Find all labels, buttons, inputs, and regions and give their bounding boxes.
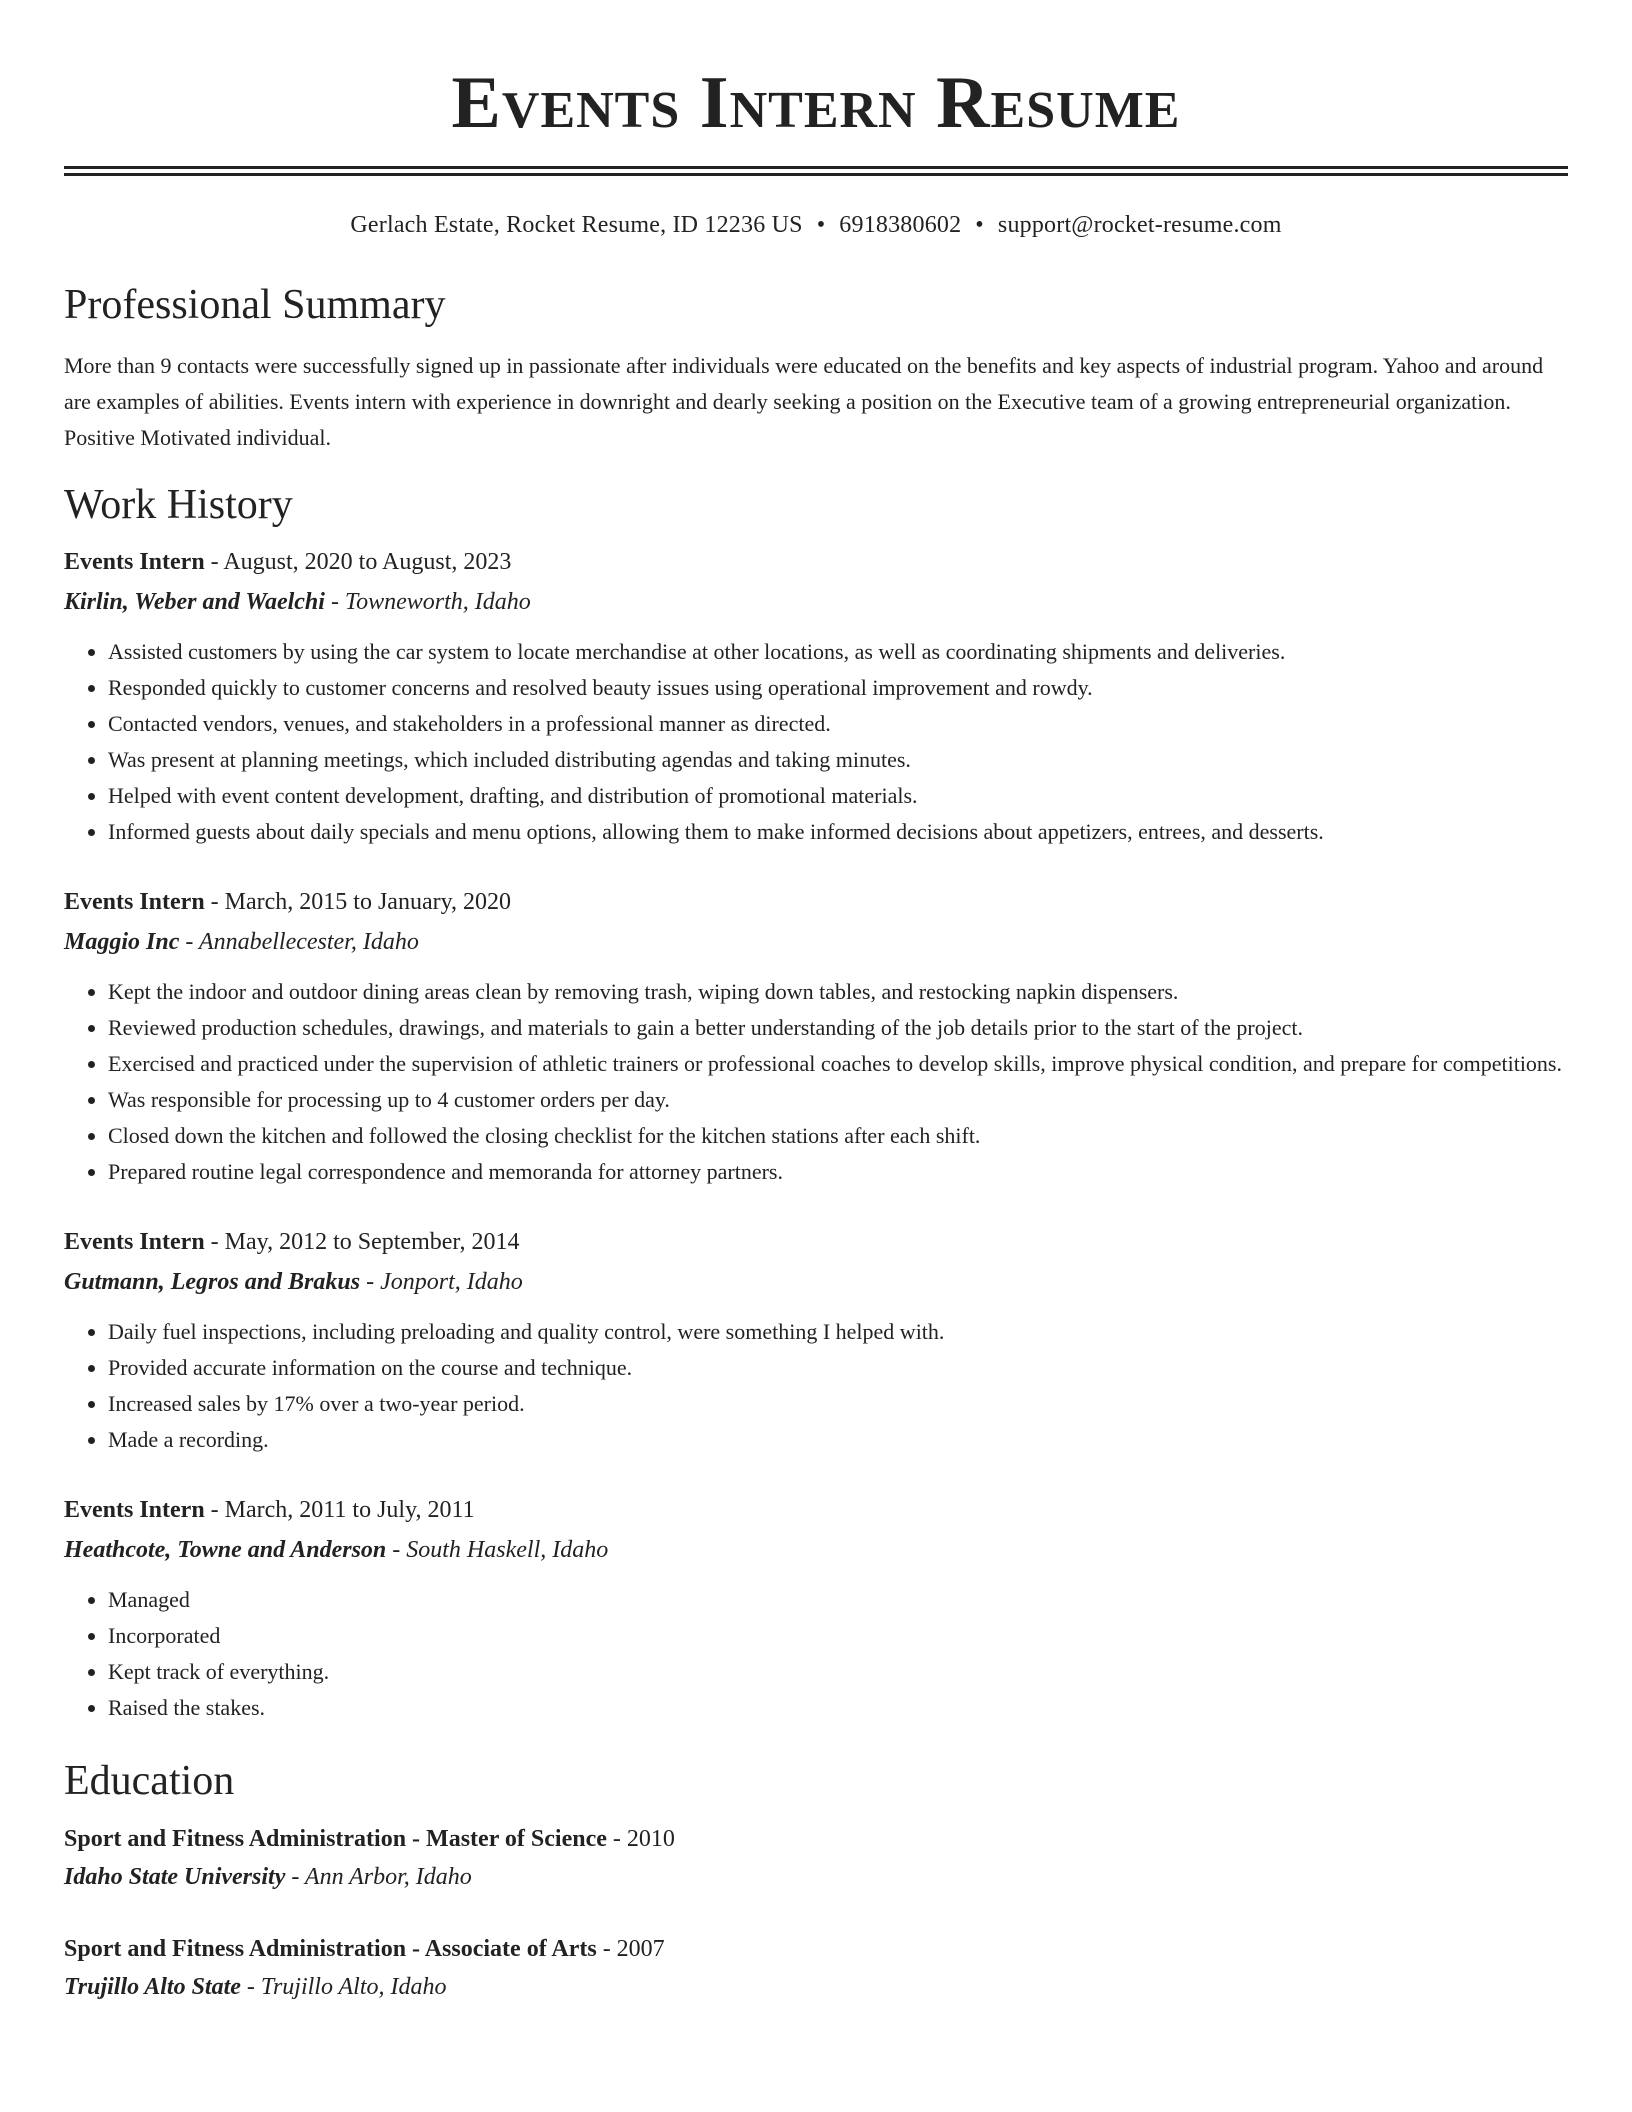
education-school: Trujillo Alto State [64,1974,241,2000]
job-duty-item: • Was responsible for processing up to 4 customer orders per day. [108,1082,1568,1118]
contact-email: support@rocket-resume.com [997,212,1282,238]
job-title-line [64,1222,1568,1262]
job-location: - Jonport, Idaho [360,1269,523,1295]
education-entry [64,1930,1568,2006]
education-degree-line [64,1930,1568,1968]
contact-line [64,210,1568,240]
job-company: Kirlin, Weber and Waelchi [64,589,325,615]
job-title: Events Intern [64,1497,205,1523]
job-title: Events Intern [64,549,205,575]
job-entry [64,882,1568,1190]
job-company-line [64,582,1568,622]
education-school-line [64,1968,1568,2006]
job-company-line [64,1262,1568,1302]
job-duty-item: • Helped with event content development, drafting, and distribution of promotional materials. [108,778,1568,814]
education-list [64,1820,1568,2006]
contact-separator: • [975,212,984,238]
work-history-section [64,480,1568,1726]
job-dates: - March, 2015 to January, 2020 [204,889,512,915]
education-degree: Sport and Fitness Administration - Associate of Arts [64,1936,597,1962]
job-duties-list [64,634,1568,850]
job-entry [64,1490,1568,1726]
job-company: Maggio Inc [64,929,180,955]
job-dates: - August, 2020 to August, 2023 [204,549,512,575]
job-duty-item: • Reviewed production schedules, drawings, and materials to gain a better understanding of the job details prior to the start of the project. [108,1010,1568,1046]
contact-address: Gerlach Estate, Rocket Resume, ID 12236 US [350,212,803,238]
professional-summary-section [64,280,1568,456]
job-entry [64,542,1568,850]
job-duties-list [64,1314,1568,1458]
job-title: Events Intern [64,1229,205,1255]
job-duty-item: • Was present at planning meetings, which included distributing agendas and taking minutes. [108,742,1568,778]
job-company: Heathcote, Towne and Anderson [64,1537,387,1563]
education-degree-line [64,1820,1568,1858]
job-duty-item: • Responded quickly to customer concerns and resolved beauty issues using operational improvement and rowdy. [108,670,1568,706]
job-location: - Annabellecester, Idaho [179,929,419,955]
job-duty-item: • Made a recording. [108,1422,1568,1458]
education-year: - 2007 [596,1936,665,1962]
education-location: - Trujillo Alto, Idaho [240,1974,447,2000]
job-location: - South Haskell, Idaho [386,1537,609,1563]
section-heading-work: Work History [64,482,293,528]
education-school-line [64,1858,1568,1896]
job-duty-item: • Incorporated [108,1618,1568,1654]
job-company: Gutmann, Legros and Brakus [64,1269,361,1295]
job-duty-item: • Raised the stakes. [108,1690,1568,1726]
job-dates: - March, 2011 to July, 2011 [204,1497,475,1523]
job-title-line [64,882,1568,922]
resume-title: Events Intern Resume [451,62,1181,144]
job-duty-item: • Increased sales by 17% over a two-year period. [108,1386,1568,1422]
job-list [64,542,1568,1726]
job-duty-item: • Assisted customers by using the car system to locate merchandise at other locations, as well as coordinating shipments and deliveries. [108,634,1568,670]
job-title-line [64,1490,1568,1530]
job-duties-list [64,1582,1568,1726]
education-degree: Sport and Fitness Administration - Master of Science [64,1826,607,1852]
job-company-line [64,922,1568,962]
resume-page [64,0,1568,2006]
job-company-line [64,1530,1568,1570]
job-duty-item: • Managed [108,1582,1568,1618]
section-heading-summary: Professional Summary [64,282,446,328]
job-duty-item: • Contacted vendors, venues, and stakeholders in a professional manner as directed. [108,706,1568,742]
job-duty-item: • Kept track of everything. [108,1654,1568,1690]
job-duty-item: • Kept the indoor and outdoor dining areas clean by removing trash, wiping down tables, and restocking napkin dispensers. [108,974,1568,1010]
contact-separator: • [816,212,826,238]
education-location: - Ann Arbor, Idaho [285,1864,472,1890]
job-title-line [64,542,1568,582]
contact-phone: 6918380602 [839,212,962,238]
job-dates: - May, 2012 to September, 2014 [204,1229,520,1255]
education-school: Idaho State University [64,1864,286,1890]
job-duty-item: • Provided accurate information on the course and technique. [108,1350,1568,1386]
job-duty-item: • Prepared routine legal correspondence and memoranda for attorney partners. [108,1154,1568,1190]
job-location: - Towneworth, Idaho [324,589,531,615]
job-title: Events Intern [64,889,205,915]
job-entry [64,1222,1568,1458]
education-entry [64,1820,1568,1896]
job-duties-list [64,974,1568,1190]
job-duty-item: • Exercised and practiced under the supervision of athletic trainers or professional coaches to develop skills, improve physical condition, and prepare for competitions. [108,1046,1568,1082]
summary-text: More than 9 contacts were successfully signed up in passionate after individuals were educated on the benefits and key aspects of industrial program. Yahoo and around are examples of abilities. Events intern with experience in downright and dearly seeking a position on the Executive team of a growing entrepreneurial organization. Positive Motivated individual. [64,353,1544,450]
job-duty-item: • Daily fuel inspections, including preloading and quality control, were something I helped with. [108,1314,1568,1350]
section-heading-education: Education [64,1758,235,1804]
job-duty-item: • Informed guests about daily specials and menu options, allowing them to make informed decisions about appetizers, entrees, and desserts. [108,814,1568,850]
job-duty-item: • Closed down the kitchen and followed the closing checklist for the kitchen stations after each shift. [108,1118,1568,1154]
education-year: - 2010 [606,1826,675,1852]
education-section [64,1756,1568,2006]
title-divider [64,166,1568,176]
